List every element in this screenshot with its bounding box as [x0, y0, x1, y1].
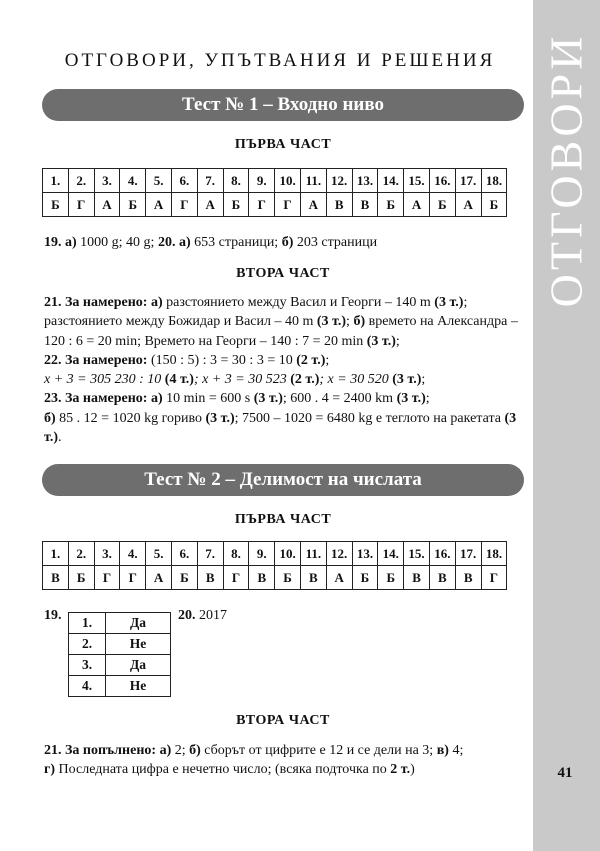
answer-cell: Г [249, 193, 275, 217]
test1-part2-solutions [44, 293, 528, 447]
answer-cell: 8. [223, 542, 249, 566]
q21-d: Последната цифра е нечетно число; (всяка подточка по [55, 762, 391, 778]
item-number: 1. [69, 613, 106, 634]
table-row [69, 676, 171, 697]
answer-cell: 4. [120, 169, 146, 193]
q19-label: 19. [44, 608, 62, 623]
q23-points: (3 т.) [44, 410, 517, 446]
answer-cell: В [455, 566, 481, 590]
test1-answer-table [42, 168, 507, 217]
answer-cell: В [326, 193, 352, 217]
q23-a: 10 min = 600 s [162, 391, 254, 407]
test1-heading: Тест № 1 – Входно ниво [42, 89, 524, 121]
q22-points: (4 т.) [164, 372, 194, 388]
q22-points: (2 т.) [290, 372, 320, 388]
q21-c: 4; [448, 743, 464, 758]
answer-cell: А [404, 193, 430, 217]
answer-cell: 2. [68, 169, 94, 193]
answer-cell: А [300, 193, 326, 217]
q21-a-label: а) [159, 743, 172, 758]
answer-cell: А [94, 193, 120, 217]
item-number: 2. [69, 634, 106, 655]
answer-cell: Б [481, 193, 507, 217]
answer-cell: 6. [171, 542, 197, 566]
table-row [69, 655, 171, 676]
answer-cell: А [146, 566, 172, 590]
test2-q20 [178, 606, 378, 625]
answer-cell: Б [378, 193, 404, 217]
q23-points: (3 т.) [253, 391, 283, 407]
q21-a: 2; [171, 743, 190, 758]
test1-q21 [44, 293, 528, 351]
q22-text: ; [421, 372, 426, 388]
answer-cell: 1. [43, 542, 69, 566]
test1-number-row [43, 169, 507, 193]
answer-cell: А [197, 193, 223, 217]
q20-label: 20. [178, 608, 196, 623]
answer-cell: 16. [429, 542, 455, 566]
answer-cell: 13. [352, 169, 378, 193]
q21-points: (3 т.) [316, 314, 347, 330]
q21-b: сборът от цифрите е 12 и се дели на 3; [200, 743, 437, 758]
q21-label: 21. За намерено: [44, 295, 148, 310]
test2-number-row [43, 542, 507, 566]
answer-cell: 7. [197, 542, 223, 566]
q21-text: ; разстоянието между Божидар и Васил – 40 m [44, 295, 468, 330]
q21-b: времето на Александра – 120 : 6 = 20 min; Времето на Георги – 140 : 7 = 20 min [44, 314, 518, 349]
answer-cell: 9. [249, 542, 275, 566]
answer-cell: 11. [300, 169, 326, 193]
answer-cell: Г [481, 566, 507, 590]
item-number: 3. [69, 655, 106, 676]
test1-part1-title: ПЪРВА ЧАСТ [234, 137, 332, 152]
answer-cell: В [300, 566, 326, 590]
q21-d-label: г) [44, 762, 56, 778]
q23-text: ; 600 . 4 = 2400 km [282, 391, 397, 407]
answer-cell: 3. [94, 542, 120, 566]
q21-points: (3 т.) [366, 333, 396, 349]
answer-cell: 17. [455, 542, 481, 566]
test1-q19-20 [44, 233, 528, 252]
test2-part1-title: ПЪРВА ЧАСТ [234, 512, 332, 527]
answer-cell: 10. [275, 169, 301, 193]
q20-answer-b: 203 страници [293, 235, 378, 250]
answer-cell: 17. [455, 169, 481, 193]
answer-cell: 9. [249, 169, 275, 193]
answer-cell: 7. [197, 169, 223, 193]
q23-b: 85 . 12 = 1020 kg гориво [55, 410, 206, 426]
answer-cell: В [352, 193, 378, 217]
answer-cell: 14. [378, 542, 404, 566]
test1-part2-title: ВТОРА ЧАСТ [236, 266, 330, 281]
item-answer: Не [106, 634, 171, 655]
q23-a-label: а) [150, 391, 163, 407]
q23-b-label: б) [44, 410, 56, 426]
q21-text: ; [346, 314, 354, 330]
answer-cell: В [429, 566, 455, 590]
answer-cell: Б [223, 193, 249, 217]
answer-cell: Б [378, 566, 404, 590]
answer-cell: А [326, 566, 352, 590]
q19-label: 19. а) [44, 235, 77, 250]
answer-cell: 2. [68, 542, 94, 566]
answer-cell: 5. [146, 542, 172, 566]
answer-cell: 15. [404, 169, 430, 193]
answer-cell: 11. [300, 542, 326, 566]
q23-text: . [58, 430, 62, 446]
answer-cell: 12. [326, 169, 352, 193]
answer-cell: Г [171, 193, 197, 217]
answer-cell: Б [429, 193, 455, 217]
answer-cell: Б [120, 193, 146, 217]
side-tab-label: ОТГОВОРИ [540, 32, 592, 308]
answer-cell: Б [43, 193, 69, 217]
answer-cell: 10. [275, 542, 301, 566]
q21-points: (3 т.) [434, 295, 464, 310]
answer-cell: Б [352, 566, 378, 590]
answer-cell: 18. [481, 169, 507, 193]
q20-answer: 2017 [195, 608, 227, 623]
answer-cell: 8. [223, 169, 249, 193]
item-answer: Да [106, 655, 171, 676]
q22-equation: ; x + 3 = 30 523 [193, 372, 291, 388]
q22-equation: ; x = 30 520 [319, 372, 393, 388]
answer-cell: Г [275, 193, 301, 217]
test2-answer-table [42, 541, 507, 590]
answer-cell: 14. [378, 169, 404, 193]
q21-a-label: а) [150, 295, 163, 310]
q19-answer: 1000 g; 40 g; [76, 235, 158, 250]
q21-c-label: в) [436, 743, 449, 758]
q22-points: (3 т.) [392, 372, 422, 388]
answer-cell: 13. [352, 542, 378, 566]
answer-cell: 6. [171, 169, 197, 193]
q22-text: (150 : 5) : 3 = 30 : 3 = 10 [147, 352, 297, 368]
q20-label: 20. а) [157, 235, 191, 250]
test2-answer-row [43, 566, 507, 590]
answer-cell: 5. [146, 169, 172, 193]
item-number: 4. [69, 676, 106, 697]
answer-cell: 12. [326, 542, 352, 566]
answer-cell: Б [275, 566, 301, 590]
table-row [69, 613, 171, 634]
q23-points: (3 т.) [396, 391, 426, 407]
answer-cell: 18. [481, 542, 507, 566]
answer-cell: Б [68, 566, 94, 590]
item-answer: Не [106, 676, 171, 697]
test1-answer-row [43, 193, 507, 217]
test1-q23 [44, 389, 528, 447]
test2-q19-table [68, 612, 171, 697]
answer-cell: Г [68, 193, 94, 217]
q21-text: ; [395, 333, 400, 349]
q21-label: 21. За попълнено: [44, 743, 157, 758]
answer-cell: В [43, 566, 69, 590]
q22-text: ; [325, 352, 330, 368]
answer-cell: А [455, 193, 481, 217]
test2-part2-title: ВТОРА ЧАСТ [236, 713, 330, 728]
answer-cell: В [249, 566, 275, 590]
q23-points: (3 т.) [205, 410, 235, 426]
answer-cell: Г [120, 566, 146, 590]
answer-cell: 15. [404, 542, 430, 566]
q21-b-label: б) [353, 314, 366, 330]
page-number: 41 [557, 765, 573, 781]
answer-cell: Г [223, 566, 249, 590]
q23-text: ; [425, 391, 430, 407]
answer-cell: Г [94, 566, 120, 590]
answer-cell: 3. [94, 169, 120, 193]
table-row [69, 634, 171, 655]
test2-heading: Тест № 2 – Делимост на числата [42, 464, 524, 496]
answer-cell: 16. [429, 169, 455, 193]
q23-label: 23. За намерено: [44, 391, 148, 407]
q22-points: (2 т.) [296, 352, 326, 368]
test2-q21 [44, 741, 528, 780]
answer-cell: А [146, 193, 172, 217]
q20-b-label: б) [281, 235, 294, 250]
answer-cell: 4. [120, 542, 146, 566]
q21-points: 2 т. [390, 762, 411, 778]
page-title: ОТГОВОРИ, УПЪТВАНИЯ И РЕШЕНИЯ [64, 50, 496, 71]
test1-q22 [44, 351, 528, 390]
answer-cell: В [404, 566, 430, 590]
answer-cell: В [197, 566, 223, 590]
q21-a: разстоянието между Васил и Георги – 140 m [162, 295, 435, 310]
item-answer: Да [106, 613, 171, 634]
q21-b-label: б) [189, 743, 201, 758]
q22-label: 22. За намерено: [44, 352, 148, 368]
q20-answer-a: 653 страници; [190, 235, 282, 250]
answer-cell: 1. [43, 169, 69, 193]
q23-text: ; 7500 – 1020 = 6480 kg е теглото на ракетата [234, 410, 505, 426]
q22-equation: x + 3 = 305 230 : 10 [44, 372, 165, 388]
answer-cell: Б [171, 566, 197, 590]
q21-text: ) [410, 762, 415, 778]
